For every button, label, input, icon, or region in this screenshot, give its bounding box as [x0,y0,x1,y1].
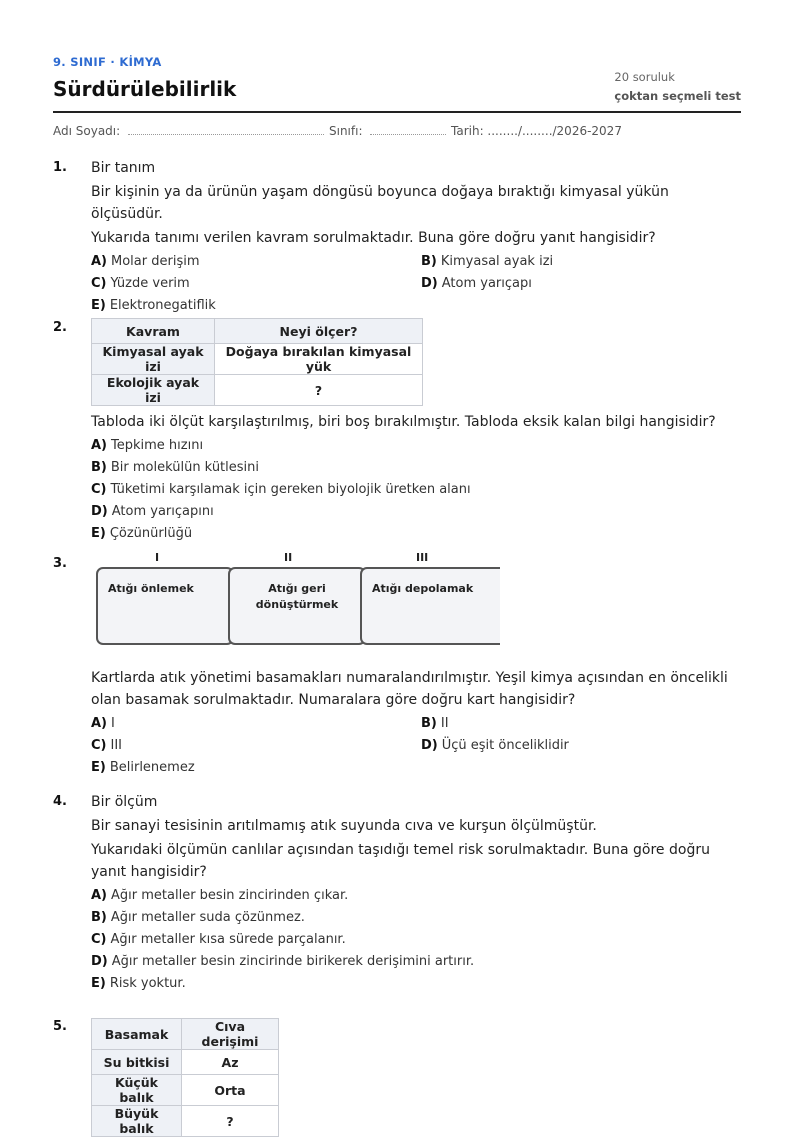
table-header: Kavram [92,319,215,344]
test-page [53,0,741,1136]
table-header: Cıva derişimi [182,1019,279,1050]
table-row [92,1106,279,1137]
class-label: Sınıfı: [329,124,363,138]
card-2 [228,567,366,645]
test-type: çoktan seçmeli test [614,89,741,103]
card-text: Atığı önlemek [108,582,194,595]
page-title: Sürdürülebilirlik [53,77,237,101]
table-cell: ? [182,1106,279,1137]
name-blank [128,125,324,135]
table-cell: Orta [182,1075,279,1106]
question-line: Bir kişinin ya da ürünün yaşam döngüsü boyunca doğaya bıraktığı kimyasal yükün ölçüsüdür. [91,184,669,222]
table-cell: Küçük balık [92,1075,182,1106]
question-line: Yukarıda tanımı verilen kavram sorulmaktadır. Buna göre doğru yanıt hangisidir? [91,230,656,246]
option-a[interactable]: A) I [91,716,115,731]
options-list [91,713,741,779]
option-b[interactable]: B) Kimyasal ayak izi [421,254,554,269]
class-blank [370,125,446,135]
card-text: Atığı depolamak [372,582,474,595]
table-row [92,1075,279,1106]
date-field[interactable]: Tarih: ......../......../2026-2027 [451,124,622,138]
option-b[interactable]: B) Ağır metaller suda çözünmez. [91,910,305,925]
table-header: Neyi ölçer? [215,319,423,344]
test-header [53,0,741,113]
option-a[interactable]: A) Ağır metaller besin zincirinden çıkar. [91,888,349,903]
subject-label: 9. SINIF · KİMYA [53,55,162,69]
question-number: 1. [53,160,67,175]
question-line: Tabloda iki ölçüt karşılaştırılmış, biri boş bırakılmıştır. Tabloda eksik kalan bilgi hangisidir? [91,414,716,430]
name-label: Adı Soyadı: [53,124,121,138]
option-a[interactable]: A) Molar derişim [91,254,200,269]
option-e[interactable]: E) Risk yoktur. [91,976,186,991]
question-line: Bir tanım [91,160,156,176]
option-d[interactable]: D) Atom yarıçapını [91,504,214,519]
option-e[interactable]: E) Elektronegatiflik [91,298,216,313]
option-c[interactable]: C) Yüzde verim [91,276,190,291]
options-list [91,251,741,317]
option-c[interactable]: C) Tüketimi karşılamak için gereken biyolojik üretken alanı [91,482,471,497]
options-list [91,885,741,995]
question-number: 4. [53,794,67,809]
test-meta [614,70,741,103]
question-number: 2. [53,320,67,335]
table-row [92,344,423,375]
footprint-table [91,318,423,406]
question-number: 5. [53,1019,67,1034]
card-text: Atığı geri dönüştürmek [255,582,339,611]
card-1 [96,567,234,645]
table-cell: Kimyasal ayak izi [92,344,215,375]
option-a[interactable]: A) Tepkime hızını [91,438,204,453]
question-line: Yukarıdaki ölçümün canlılar açısından taşıdığı temel risk sorulmaktadır. Buna göre doğru yanıt hangisidir? [91,842,710,880]
option-b[interactable]: B) II [421,716,449,731]
table-cell: Doğaya bırakılan kimyasal yük [215,344,423,375]
card-label-3: III [416,551,429,564]
mercury-table [91,1018,279,1137]
option-c[interactable]: C) III [91,738,122,753]
table-cell: Az [182,1050,279,1075]
table-cell: Ekolojik ayak izi [92,375,215,406]
option-d[interactable]: D) Üçü eşit önceliklidir [421,738,569,753]
option-e[interactable]: E) Çözünürlüğü [91,526,193,541]
table-row [92,1050,279,1075]
table-header: Basamak [92,1019,182,1050]
name-field[interactable] [53,124,324,138]
table-cell: Su bitkisi [92,1050,182,1075]
question-line: Bir ölçüm [91,794,158,810]
question-line: Bir sanayi tesisinin arıtılmamış atık suyunda cıva ve kurşun ölçülmüştür. [91,818,597,834]
waste-cards [91,551,511,663]
question-count: 20 soruluk [614,70,675,84]
options-list [91,435,741,545]
card-label-2: II [284,551,293,564]
table-row [92,375,423,406]
card-3 [360,567,500,645]
option-b[interactable]: B) Bir molekülün kütlesini [91,460,259,475]
option-e[interactable]: E) Belirlenemez [91,760,195,775]
card-label-1: I [155,551,160,564]
question-number: 3. [53,556,67,571]
table-cell: Büyük balık [92,1106,182,1137]
option-d[interactable]: D) Ağır metaller besin zincirinde birikerek derişimini artırır. [91,954,475,969]
option-c[interactable]: C) Ağır metaller kısa sürede parçalanır. [91,932,346,947]
class-field[interactable] [329,124,446,138]
question-line: Kartlarda atık yönetimi basamakları numaralandırılmıştır. Yeşil kimya açısından en öncelikli olan basamak sorulmaktadır. Numaralara göre doğru kart hangisidir? [91,670,728,708]
table-cell: ? [215,375,423,406]
option-d[interactable]: D) Atom yarıçapı [421,276,532,291]
